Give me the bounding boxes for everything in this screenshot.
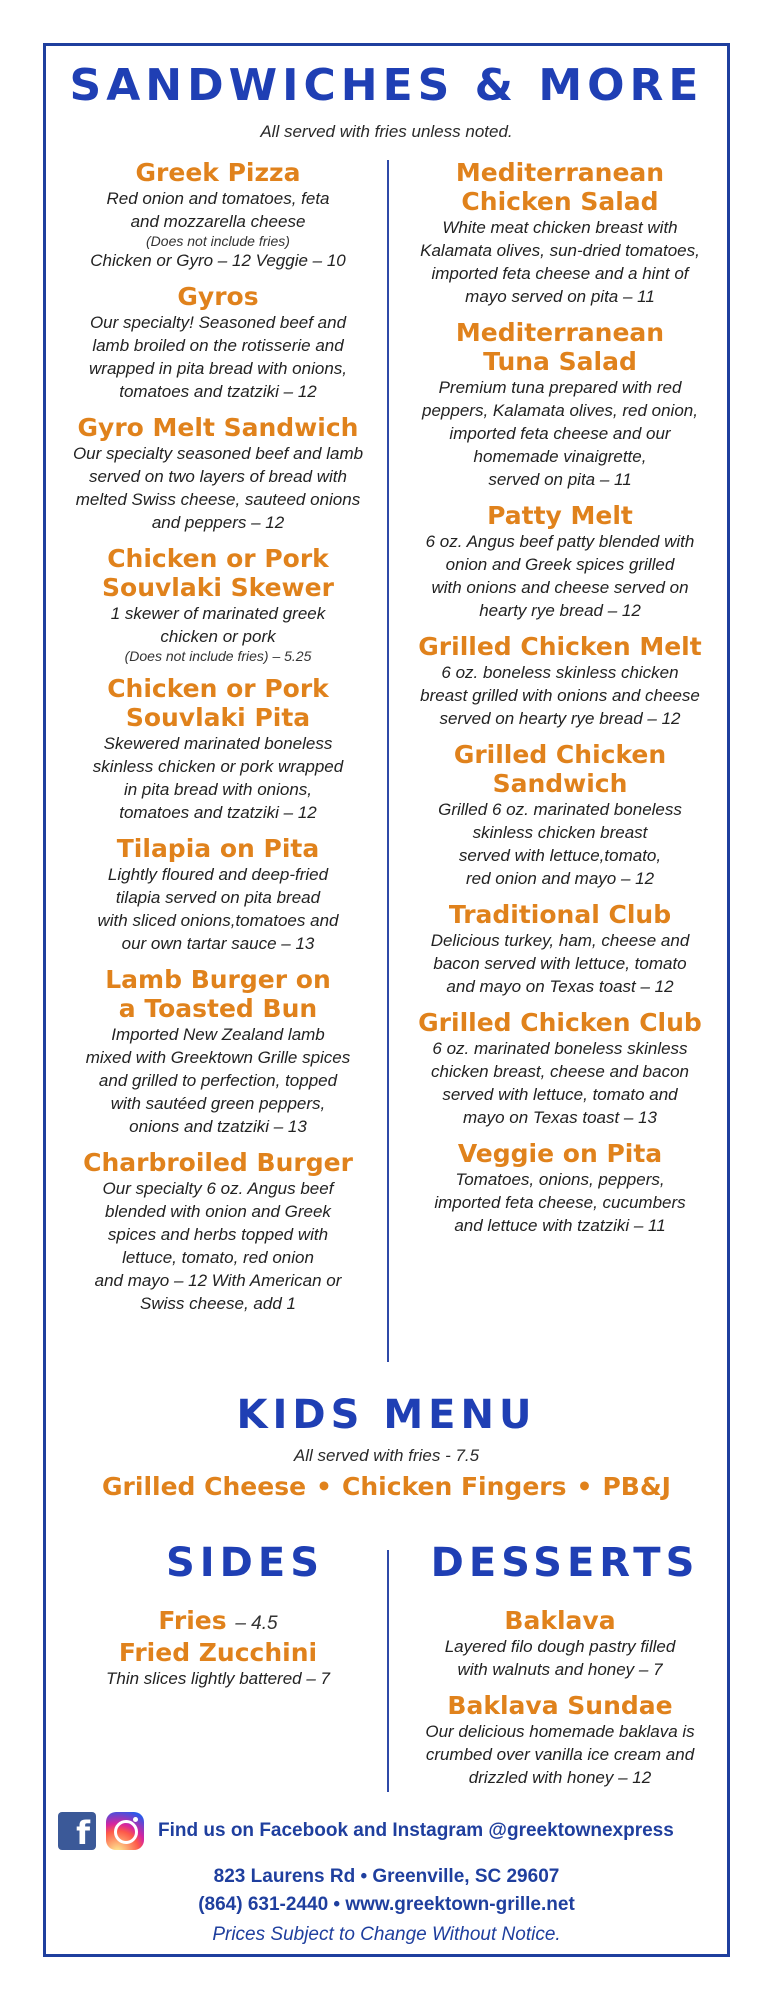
menu-item: [400, 1139, 720, 1237]
item-name: Baklava: [504, 1606, 616, 1635]
item-description: Grilled 6 oz. marinated boneless skinless chicken breast served with lettuce,tomato, red onion and mayo – 12: [438, 800, 682, 888]
instagram-icon[interactable]: [106, 1812, 144, 1850]
menu-item: [400, 1691, 720, 1789]
item-note: (Does not include fries) – 5.25: [124, 648, 312, 664]
menu-item: [400, 900, 720, 998]
menu-item: [58, 965, 378, 1138]
item-price: – 4.5: [235, 1613, 278, 1634]
menu-item: [58, 158, 378, 272]
item-name: Mediterranean Chicken Salad: [455, 158, 665, 216]
kids-item: Grilled Cheese: [102, 1472, 307, 1501]
social-row: [58, 1810, 718, 1854]
bullet-separator: •: [316, 1472, 333, 1501]
item-name: Grilled Chicken Melt: [418, 632, 702, 661]
item-description: Tomatoes, onions, peppers, imported feta cheese, cucumbers and lettuce with tzatziki – 11: [434, 1170, 686, 1235]
item-name: Charbroiled Burger: [83, 1148, 353, 1177]
item-description: Red onion and tomatoes, feta and mozzarella cheese: [106, 189, 330, 231]
item-description: Skewered marinated boneless skinless chicken or pork wrapped in pita bread with onions, tomatoes and tzatziki – 12: [92, 734, 344, 822]
sides-column: [58, 1606, 378, 1690]
item-name: Gyros: [177, 282, 259, 311]
menu-item: [400, 1008, 720, 1129]
sandwiches-left-column: [58, 158, 378, 1325]
side-item-fries: [58, 1606, 378, 1638]
sandwiches-title: SANDWICHES & MORE: [69, 60, 704, 111]
item-description: White meat chicken breast with Kalamata olives, sun-dried tomatoes, imported feta cheese and a hint of mayo served on pita – 11: [420, 218, 700, 306]
item-name: Lamb Burger on a Toasted Bun: [105, 965, 331, 1023]
item-description: Delicious turkey, ham, cheese and bacon served with lettuce, tomato and mayo on Texas toast – 12: [430, 931, 690, 996]
sides-desserts-divider: [387, 1550, 389, 1792]
item-description: Our specialty seasoned beef and lamb served on two layers of bread with melted Swiss cheese, sauteed onions and peppers – 12: [72, 444, 364, 532]
item-description: Imported New Zealand lamb mixed with Greektown Grille spices and grilled to perfection, topped with sautéed green peppers, onions and tzatziki – 13: [85, 1025, 351, 1136]
facebook-icon[interactable]: f: [58, 1812, 96, 1850]
item-description: Premium tuna prepared with red peppers, Kalamata olives, red onion, imported feta cheese and our homemade vinaigrette, served on pita – 11: [422, 378, 698, 489]
item-description: Layered filo dough pastry filled with walnuts and honey – 7: [444, 1637, 676, 1679]
kids-item: PB&J: [602, 1472, 671, 1501]
sandwiches-subtitle: All served with fries unless noted.: [260, 122, 513, 141]
kids-item: Chicken Fingers: [342, 1472, 567, 1501]
item-description: 6 oz. boneless skinless chicken breast grilled with onions and cheese served on hearty rye bread – 12: [420, 663, 700, 728]
item-name: Fries: [158, 1606, 227, 1635]
item-name: Chicken or Pork Souvlaki Skewer: [102, 544, 334, 602]
menu-item: [400, 632, 720, 730]
item-name: Chicken or Pork Souvlaki Pita: [107, 674, 329, 732]
desserts-title: DESSERTS: [430, 1540, 700, 1586]
bullet-separator: •: [576, 1472, 593, 1501]
kids-menu-subtitle: All served with fries - 7.5: [293, 1446, 480, 1465]
menu-item: [58, 282, 378, 403]
menu-item: [400, 501, 720, 622]
item-name: Traditional Club: [448, 900, 672, 929]
item-description: Thin slices lightly battered – 7: [106, 1669, 330, 1688]
sides-title: SIDES: [165, 1540, 325, 1586]
item-name: Mediterranean Tuna Salad: [455, 318, 665, 376]
menu-item: [400, 1606, 720, 1681]
item-description: 6 oz. Angus beef patty blended with onion and Greek spices grilled with onions and cheese served on hearty rye bread – 12: [425, 532, 695, 620]
item-description: Our delicious homemade baklava is crumbed over vanilla ice cream and drizzled with honey – 12: [425, 1722, 695, 1787]
item-note: (Does not include fries): [146, 233, 290, 249]
desserts-column: [400, 1606, 720, 1799]
menu-item: [58, 544, 378, 664]
menu-item: [58, 1148, 378, 1315]
kids-menu-items: [0, 1472, 773, 1501]
item-name: Baklava Sundae: [447, 1691, 673, 1720]
kids-menu-title: KIDS MENU: [236, 1392, 537, 1438]
menu-item: [58, 413, 378, 534]
item-description: 1 skewer of marinated greek chicken or pork: [110, 604, 326, 646]
item-description: 6 oz. marinated boneless skinless chicken breast, cheese and bacon served with lettuce, tomato and mayo on Texas toast – 13: [430, 1039, 689, 1127]
menu-item: [58, 834, 378, 955]
address: 823 Laurens Rd • Greenville, SC 29607: [213, 1866, 560, 1887]
sandwiches-divider: [387, 160, 389, 1362]
item-name: Fried Zucchini: [118, 1638, 318, 1667]
menu-item: [400, 158, 720, 308]
item-name: Patty Melt: [487, 501, 633, 530]
item-description: Our specialty 6 oz. Angus beef blended with onion and Greek spices and herbs topped with lettuce, tomato, red onion and mayo – 12 With American or Swiss cheese, add 1: [94, 1179, 342, 1313]
item-description: Lightly floured and deep-fried tilapia served on pita bread with sliced onions,tomatoes and our own tartar sauce – 13: [97, 865, 339, 953]
item-name: Gyro Melt Sandwich: [77, 413, 359, 442]
item-name: Greek Pizza: [135, 158, 301, 187]
menu-item: [400, 318, 720, 491]
item-price: Chicken or Gyro – 12 Veggie – 10: [90, 251, 346, 270]
fine-print: Prices Subject to Change Without Notice.: [212, 1924, 561, 1945]
menu-item: [58, 674, 378, 824]
item-name: Grilled Chicken Club: [418, 1008, 702, 1037]
social-text: Find us on Facebook and Instagram @greektownexpress: [158, 1820, 674, 1841]
item-name: Veggie on Pita: [457, 1139, 663, 1168]
menu-item: [400, 740, 720, 890]
item-name: Tilapia on Pita: [116, 834, 320, 863]
item-name: Grilled Chicken Sandwich: [453, 740, 667, 798]
contact-info[interactable]: (864) 631-2440 • www.greektown-grille.net: [198, 1894, 575, 1915]
item-description: Our specialty! Seasoned beef and lamb broiled on the rotisserie and wrapped in pita bread with onions, tomatoes and tzatziki – 12: [89, 313, 347, 401]
sandwiches-right-column: [400, 158, 720, 1247]
